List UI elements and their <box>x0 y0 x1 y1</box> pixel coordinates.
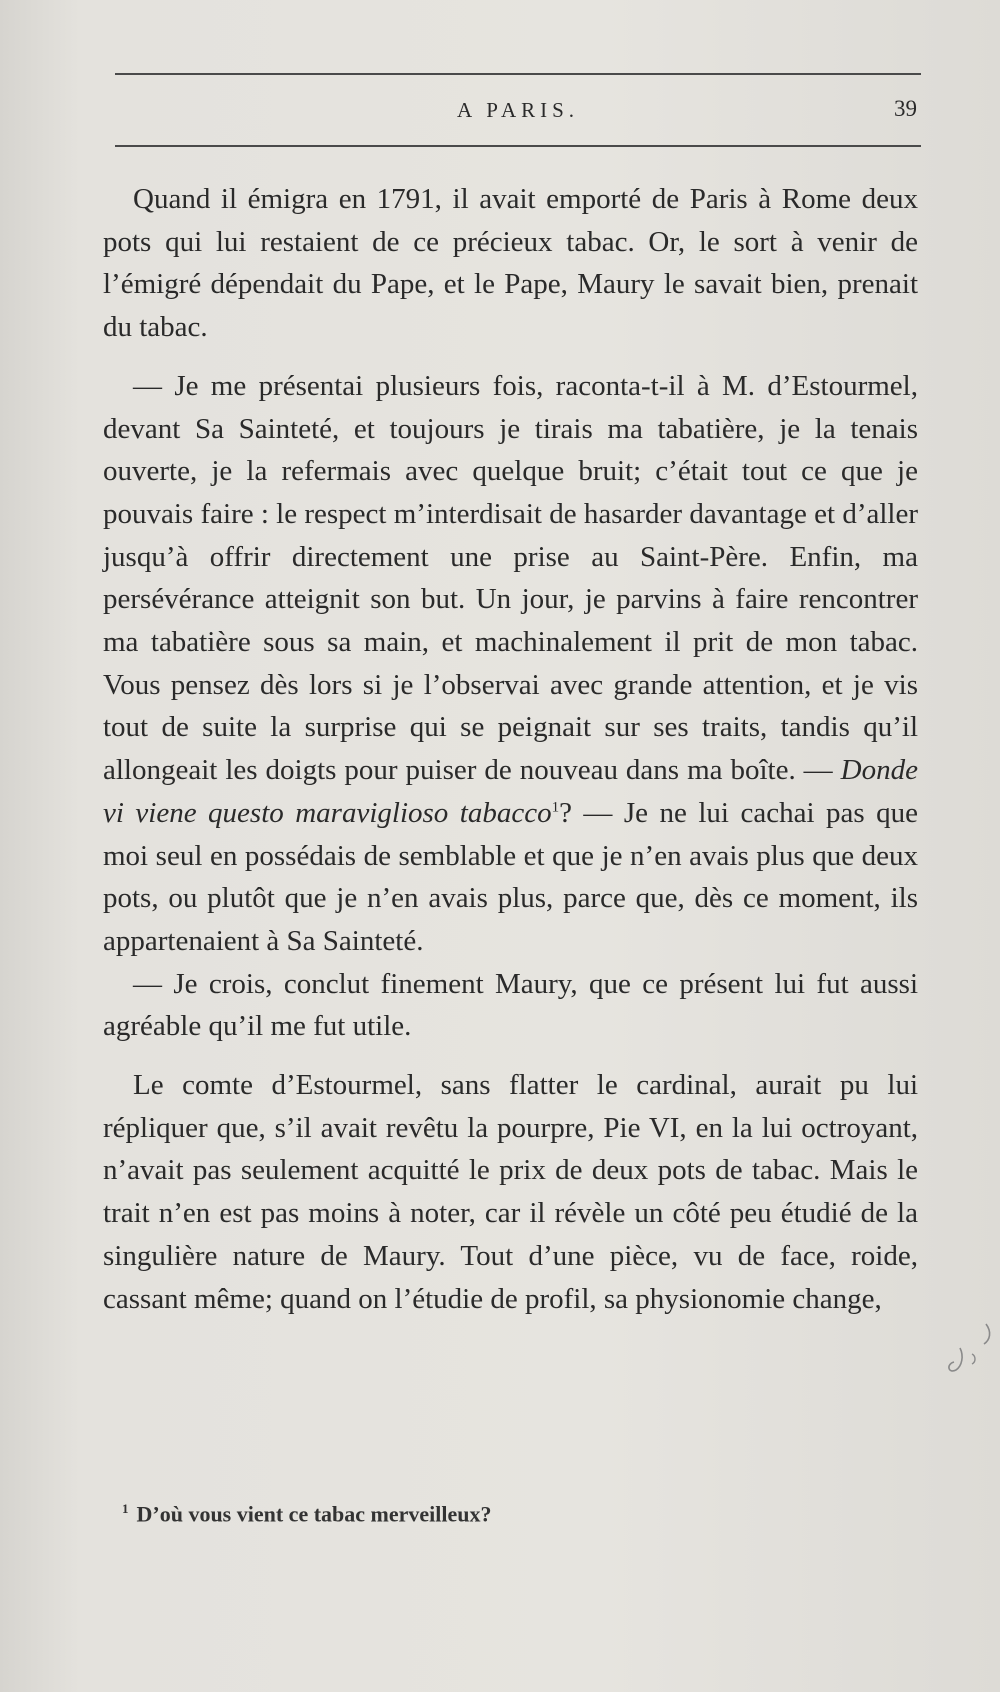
paragraph-3: — Je crois, conclut finement Maury, que ce présent lui fut aussi agréable qu’il me fut utile. <box>103 967 918 1043</box>
footnote-number: 1 <box>122 1501 129 1516</box>
page-number: 39 <box>894 96 917 121</box>
paragraph-2 <box>103 365 918 963</box>
header-top-rule <box>115 73 921 75</box>
running-head: A PARIS. <box>456 98 580 122</box>
body-text <box>103 178 918 1336</box>
header-bottom-rule <box>115 145 921 147</box>
page-header <box>115 96 921 128</box>
footnote <box>122 1501 902 1527</box>
footnote-text: D’où vous vient ce tabac merveilleux? <box>136 1501 492 1527</box>
paragraph-4: Le comte d’Estourmel, sans flatter le cardinal, aurait pu lui répliquer que, s’il avait revêtu la pourpre, Pie VI, en la lui octroyant, n’avait pas seulement acquitté le prix de deux pots de tabac. Mais le trait n’en est pas moins à noter, car il révèle un côté peu étudié de la singulière nature de Maury. Tout d’une pièce, vu de face, roide, cassant même; quand on l’étudie de profil, sa physionomie change, <box>103 1069 918 1315</box>
paragraph-2-part-1: — Je me présentai plusieurs fois, raconta-t-il à M. d’Estourmel, devant Sa Sainteté, et toujours je tirais ma tabatière, je la tenais ouverte, je la refermais avec quelque bruit; c’était tout ce que je pouvais faire : le respect m’interdisait de hasarder davantage et d’aller jusqu’à offrir directement une prise au Saint-Père. Enfin, ma persévérance atteignit son but. Un jour, je parvins à faire rencontrer ma tabatière sous sa main, et machinalement il prit de mon tabac. Vous pensez dès lors si je l’observai avec grande attention, et je vis tout de suite la surprise qui se peignait sur ses traits, tandis qu’il allongeait les doigts pour puiser de nouveau dans ma boîte. — <box>103 369 918 787</box>
italian-quote: Donde vi viene questo maraviglioso tabacco <box>103 754 918 829</box>
paragraph-1: Quand il émigra en 1791, il avait emporté de Paris à Rome deux pots qui lui restaient de ce précieux tabac. Or, le sort à venir de l’émigré dépendait du Pape, et le Pape, Maury le savait bien, prenait du tabac. <box>103 183 918 344</box>
footnote-reference: 1 <box>551 799 560 816</box>
paragraph-2-part-2: ? — Je ne lui cachai pas que moi seul en possédais de semblable et que je n’en avais plus que deux pots, ou plutôt que je n’en avais plus, parce que, dès ce moment, ils appartenaient à Sa Sainteté. <box>103 796 918 957</box>
pencil-margin-mark-icon <box>942 1318 996 1380</box>
